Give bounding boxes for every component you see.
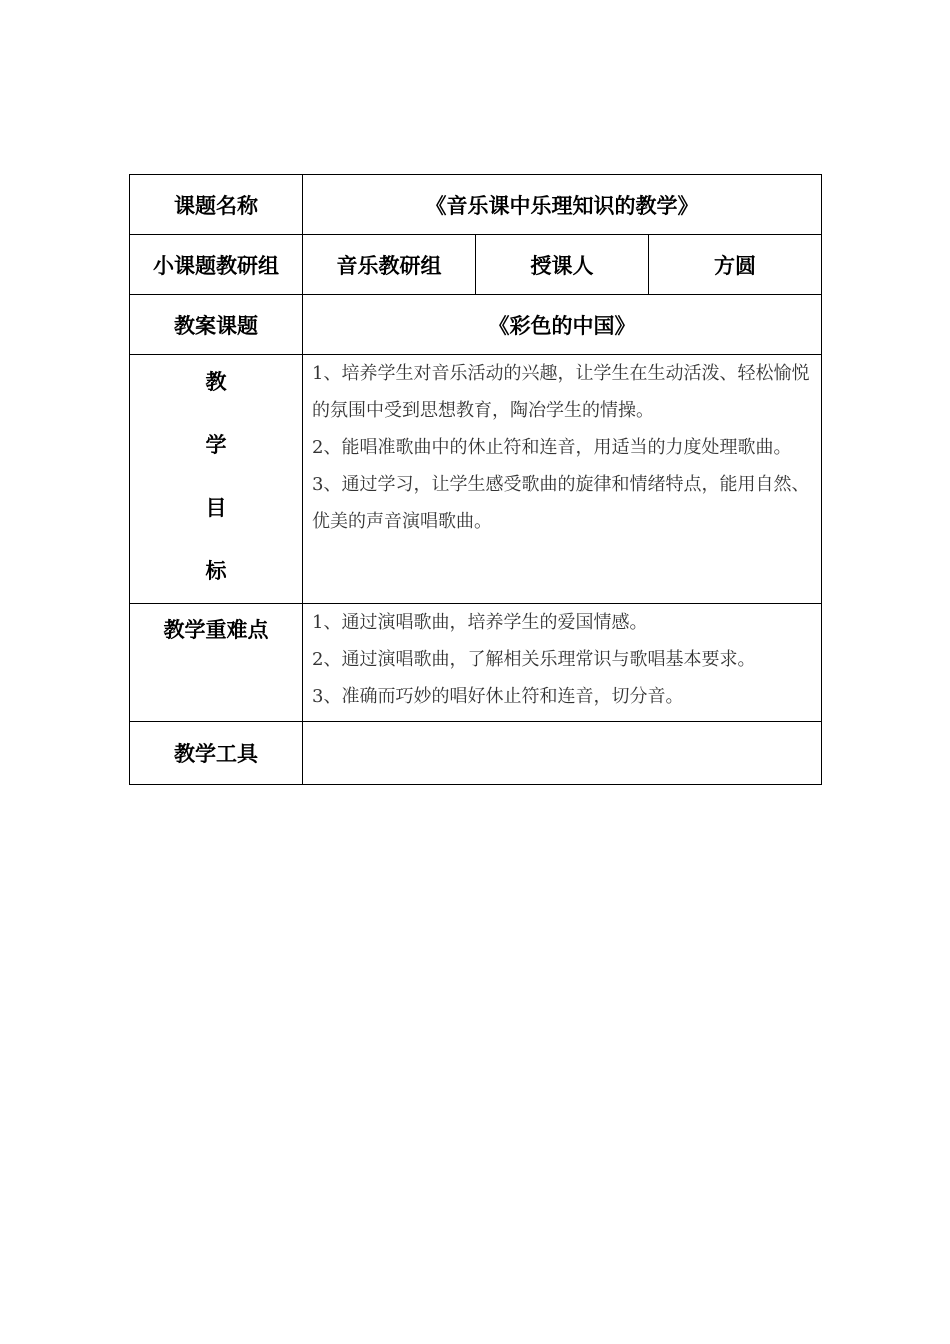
teacher-label: 授课人 [476, 235, 649, 295]
goal-item: 3、通过学习，让学生感受歌曲的旋律和情绪特点，能用自然、优美的声音演唱歌曲。 [312, 474, 810, 532]
topic-row [130, 175, 822, 235]
goal-item: 2、能唱准歌曲中的休止符和连音，用适当的力度处理歌曲。 [312, 437, 792, 458]
teacher-value: 方圆 [649, 235, 822, 295]
key-point-item: 2、通过演唱歌曲，了解相关乐理常识与歌唱基本要求。 [312, 649, 756, 670]
topic-value: 《音乐课中乐理知识的教学》 [303, 175, 822, 235]
group-label: 小课题教研组 [130, 235, 303, 295]
key-points-row [130, 604, 822, 722]
tools-value [303, 722, 822, 785]
key-point-item: 1、通过演唱歌曲，培养学生的爱国情感。 [312, 612, 648, 633]
goals-content [303, 355, 822, 604]
goals-label-char: 教 [205, 370, 227, 394]
key-points-label: 教学重难点 [130, 604, 303, 722]
tools-row [130, 722, 822, 785]
goals-label [130, 355, 303, 604]
lesson-label: 教案课题 [130, 295, 303, 355]
lesson-value: 《彩色的中国》 [303, 295, 822, 355]
goals-label-char: 学 [205, 433, 227, 457]
tools-label: 教学工具 [130, 722, 303, 785]
group-value: 音乐教研组 [303, 235, 476, 295]
lesson-plan-table [129, 174, 822, 785]
key-point-item: 3、准确而巧妙的唱好休止符和连音，切分音。 [312, 686, 684, 707]
group-row [130, 235, 822, 295]
goals-label-char: 标 [205, 559, 227, 583]
goals-row [130, 355, 822, 604]
lesson-row [130, 295, 822, 355]
topic-label: 课题名称 [130, 175, 303, 235]
goals-label-char: 目 [205, 496, 227, 520]
goal-item: 1、培养学生对音乐活动的兴趣，让学生在生动活泼、轻松愉悦的氛围中受到思想教育，陶冶学生的情操。 [312, 363, 810, 421]
key-points-content [303, 604, 822, 722]
